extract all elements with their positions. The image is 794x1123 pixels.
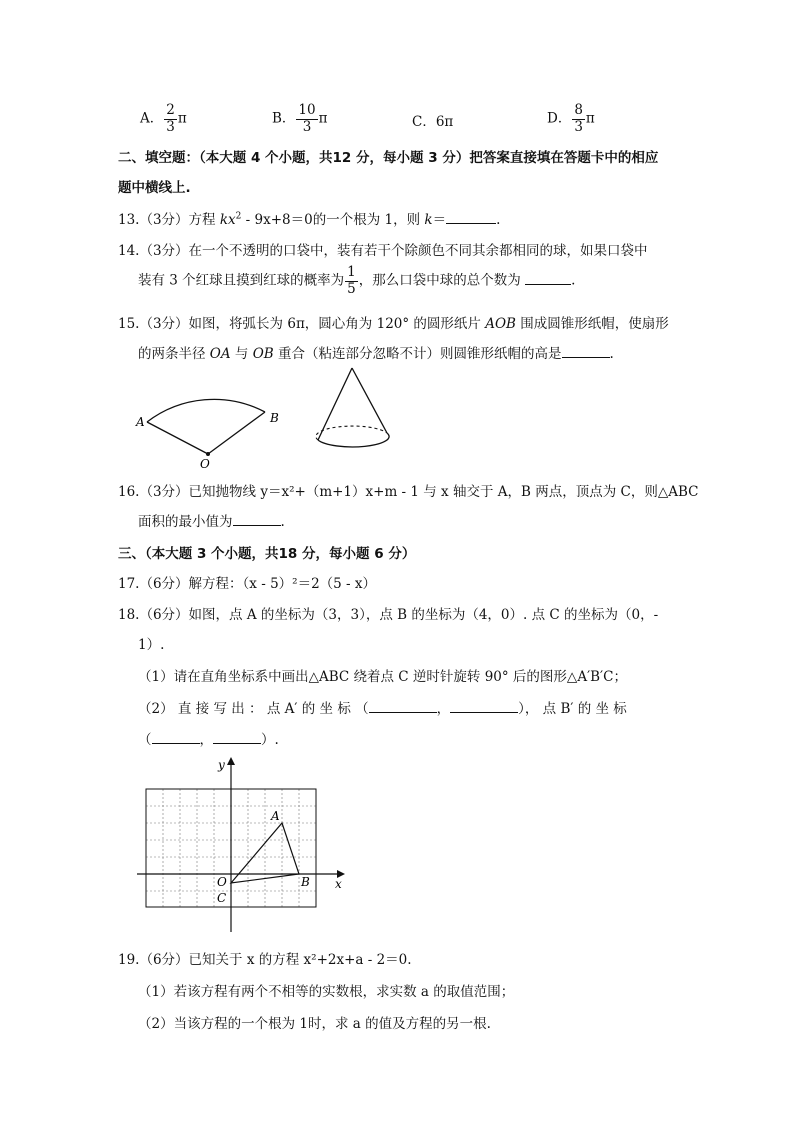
center-point-o [206,452,210,456]
section3-heading: 三、（本大题 3 个小题，共18 分，每小题 6 分） [118,546,416,562]
answer-blank[interactable] [152,731,200,744]
sector-figure [135,399,279,471]
label-a: A [271,809,280,823]
sector-and-cone-figure [130,360,410,475]
question-18-sub2-line2: （ ， ）. [138,732,279,748]
radius-oa [147,422,208,454]
question-13: 13.（3分）方程 $kx^2 - 9x+8=0$的一个根为 1，则 k＝ . [118,211,501,228]
question-14-line1: 14.（3分）在一个不透明的口袋中，装有若干个除颜色不同其余都相同的球，如果口袋中 [118,243,648,259]
question-18-line1: 18.（6分）如图，点 A 的坐标为（3，3），点 B 的坐标为（4，0）. 点 C 的坐标为（0，- [118,607,659,623]
answer-blank[interactable] [233,513,281,526]
label-o: O [200,457,210,471]
question-18-line2: 1）. [138,637,165,653]
label-c: C [217,891,227,905]
option-a: A． $\frac{2}{3}$ π [140,102,187,135]
option-b: B． $\frac{10}{3}$ π [272,102,328,135]
label-y: y [218,758,225,772]
question-17: 17.（6分）解方程：（x - 5）²＝2（5 - x） [118,576,377,592]
sector-arc [147,399,265,422]
label-o: O [217,875,227,889]
question-16-line1: 16.（3分）已知抛物线 y＝x²+（m+1）x+m - 1 与 x 轴交于 A，B 两点，顶点为 C，则△ABC [118,484,699,500]
option-d: D． $\frac{8}{3}$ π [547,102,595,135]
answer-blank[interactable] [562,345,610,358]
label-a: A [136,415,145,429]
question-15-line2: 的两条半径 OA 与 OB 重合（粘连部分忽略不计）则圆锥形纸帽的高是 . [138,346,614,362]
section2-heading-line1: 二、填空题：（本大题 4 个小题，共12 分，每小题 3 分）把答案直接填在答题卡中的相应 [118,150,659,166]
question-14-line2: 装有 3 个红球且摸到红球的概率为 $\frac{1}{5}$ ，那么口袋中球的总个数为 . [138,264,576,297]
cone-figure [316,368,389,447]
question-19-line1: 19.（6分）已知关于 x 的方程 x²+2x+a - 2＝0. [118,952,412,968]
answer-blank[interactable] [369,700,437,713]
answer-blank[interactable] [213,731,261,744]
answer-blank[interactable] [525,272,571,285]
section2-heading-line2: 题中横线上. [118,180,191,196]
answer-blank[interactable] [446,211,496,224]
question-16-line2: 面积的最小值为 . [138,514,285,530]
question-15-line1: 15.（3分）如图，将弧长为 6π，圆心角为 120° 的圆形纸片 AOB 围成圆锥形纸帽，使扇形 [118,316,669,332]
question-19-sub2: （2）当该方程的一个根为 1时，求 a 的值及方程的另一根. [138,1016,491,1032]
radius-ob [208,412,265,454]
label-b: B [270,411,279,425]
question-18-sub2-line1: （2） 直 接 写 出 ： 点 A′ 的 坐 标 （ ， ）， 点 B′ 的 坐 标 [138,701,627,717]
label-b: B [301,875,310,889]
option-c: C．6π [412,114,454,130]
question-19-sub1: （1）若该方程有两个不相等的实数根，求实数 a 的取值范围； [138,984,515,1000]
label-x: x [335,877,342,891]
answer-blank[interactable] [450,700,518,713]
coordinate-grid-figure [135,752,355,932]
question-18-sub1: （1）请在直角坐标系中画出△ABC 绕着点 C 逆时针旋转 90° 后的图形△A′B′C； [138,669,627,685]
